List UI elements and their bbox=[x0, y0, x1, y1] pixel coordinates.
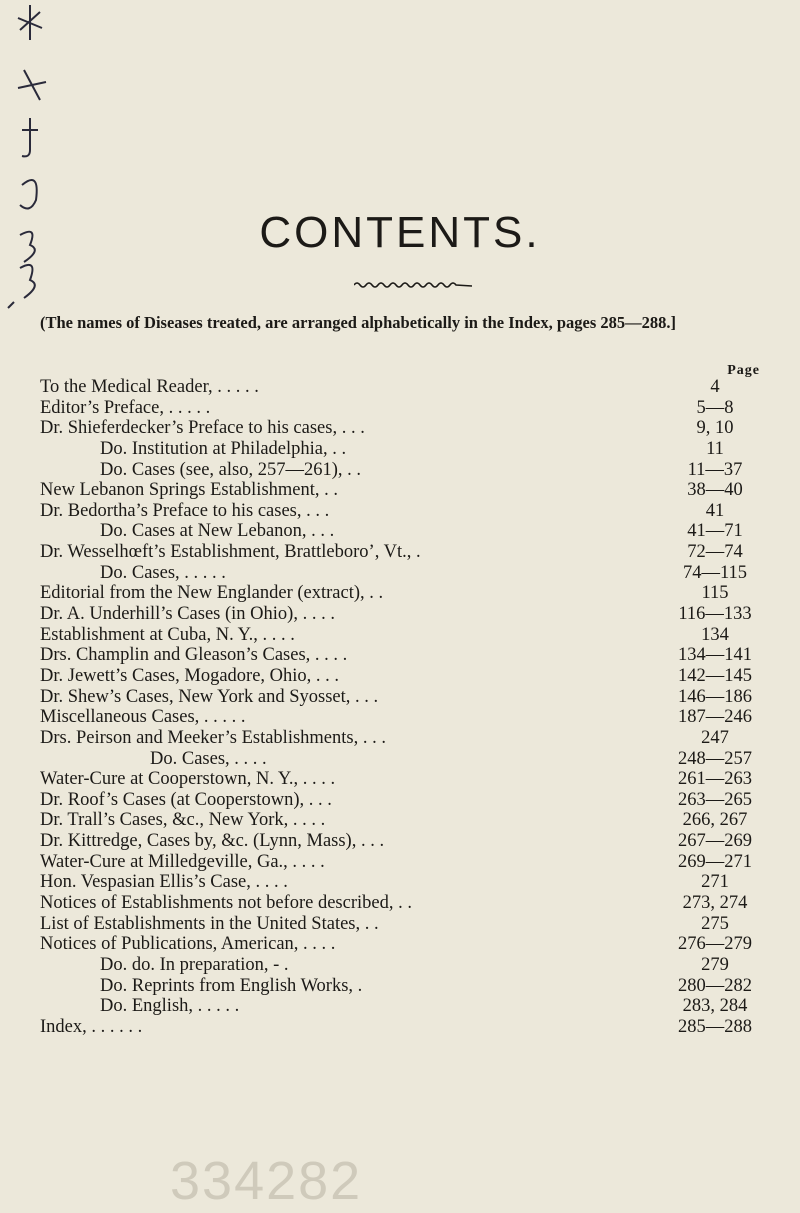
contents-entry bbox=[0, 418, 800, 439]
entry-page: 267—269 bbox=[678, 831, 752, 852]
entry-label: Dr. Trall’s Cases, &c., New York, . . . . bbox=[40, 810, 326, 831]
entry-page: 11 bbox=[706, 438, 724, 459]
entry-label: Dr. Wesselhœft’s Establishment, Brattleboro’, Vt., . bbox=[40, 542, 421, 563]
contents-entry bbox=[0, 542, 800, 563]
contents-entry bbox=[0, 480, 800, 501]
entry-page: 142—145 bbox=[678, 665, 752, 686]
entry-page: 41 bbox=[705, 500, 725, 521]
entry-label: Dr. Jewett’s Cases, Mogadore, Ohio, . . . bbox=[40, 665, 340, 686]
contents-entry bbox=[0, 831, 800, 852]
contents-entry bbox=[0, 666, 800, 687]
entry-page: 263—265 bbox=[678, 789, 752, 810]
entry-label: Dr. Shew’s Cases, New York and Syosset, . . . bbox=[40, 686, 379, 707]
entry-label: Establishment at Cuba, N. Y., . . . . bbox=[40, 624, 295, 645]
entry-page: 38—40 bbox=[687, 480, 743, 501]
entry-label: Editor’s Preface, . . . . . bbox=[40, 397, 211, 418]
page-column-header: Page bbox=[727, 363, 760, 378]
entry-page: 261—263 bbox=[678, 769, 752, 790]
entry-page: 41—71 bbox=[687, 521, 743, 542]
entry-label: Dr. A. Underhill’s Cases (in Ohio), . . . . bbox=[40, 604, 335, 625]
entry-label: Do. Cases, . . . . bbox=[150, 748, 267, 769]
contents-entry bbox=[0, 810, 800, 831]
contents-entry bbox=[0, 563, 800, 584]
entry-label: Hon. Vespasian Ellis’s Case, . . . . bbox=[40, 872, 288, 893]
entry-label: Do. Cases, . . . . . bbox=[100, 562, 226, 583]
contents-entry bbox=[0, 707, 800, 728]
contents-entry bbox=[0, 955, 800, 976]
entry-label: List of Establishments in the United States, . . bbox=[40, 913, 379, 934]
contents-entry bbox=[0, 790, 800, 811]
contents-entry bbox=[0, 583, 800, 604]
entry-page: 269—271 bbox=[678, 851, 752, 872]
contents-entry bbox=[0, 893, 800, 914]
entry-page: 115 bbox=[701, 583, 729, 604]
contents-entry bbox=[0, 976, 800, 997]
contents-list bbox=[0, 377, 800, 1038]
entry-page: 273, 274 bbox=[682, 893, 748, 914]
entry-label: Drs. Champlin and Gleason’s Cases, . . . . bbox=[40, 645, 348, 666]
entry-page: 283, 284 bbox=[682, 996, 748, 1017]
contents-entry bbox=[0, 687, 800, 708]
entry-page: 72—74 bbox=[687, 542, 743, 563]
contents-entry bbox=[0, 934, 800, 955]
entry-page: 116—133 bbox=[678, 604, 752, 625]
contents-entry bbox=[0, 521, 800, 542]
entry-label: Water-Cure at Cooperstown, N. Y., . . . . bbox=[40, 769, 336, 790]
entry-page: 134—141 bbox=[678, 645, 752, 666]
contents-entry bbox=[0, 398, 800, 419]
contents-entry bbox=[0, 604, 800, 625]
entry-label: Miscellaneous Cases, . . . . . bbox=[40, 707, 246, 728]
contents-entry bbox=[0, 460, 800, 481]
entry-label: Do. Cases at New Lebanon, . . . bbox=[100, 521, 335, 542]
entry-label: Water-Cure at Milledgeville, Ga., . . . . bbox=[40, 851, 325, 872]
entry-label: To the Medical Reader, . . . . . bbox=[40, 377, 259, 397]
entry-page: 285—288 bbox=[678, 1016, 752, 1037]
title-ornament bbox=[354, 280, 472, 290]
entry-page: 279 bbox=[701, 954, 729, 975]
entry-page: 187—246 bbox=[678, 707, 752, 728]
entry-page: 9, 10 bbox=[696, 418, 734, 439]
contents-entry bbox=[0, 996, 800, 1017]
entry-page: 271 bbox=[701, 872, 729, 893]
page-title: CONTENTS. bbox=[259, 208, 541, 257]
contents-entry bbox=[0, 914, 800, 935]
entry-label: Notices of Establishments not before described, . . bbox=[40, 893, 412, 914]
entry-label: Dr. Bedortha’s Preface to his cases, . . . bbox=[40, 500, 330, 521]
contents-entry bbox=[0, 625, 800, 646]
library-stamp: 334282 bbox=[170, 1151, 363, 1211]
contents-entry bbox=[0, 501, 800, 522]
entry-page: 247 bbox=[701, 727, 729, 748]
entry-label: New Lebanon Springs Establishment, . . bbox=[40, 480, 339, 501]
margin-handwriting bbox=[0, 0, 60, 310]
entry-label: Do. Institution at Philadelphia, . . bbox=[100, 438, 347, 459]
entry-page: 280—282 bbox=[678, 975, 752, 996]
contents-entry bbox=[0, 749, 800, 770]
contents-entry bbox=[0, 852, 800, 873]
entry-label: Do. Cases (see, also, 257—261), . . bbox=[100, 459, 362, 480]
entry-label: Do. English, . . . . . bbox=[100, 996, 240, 1017]
entry-label: Do. do. In preparation, - . bbox=[100, 954, 289, 975]
index-note: (The names of Diseases treated, are arranged alphabetically in the Index, pages 285—288.] bbox=[40, 313, 676, 332]
entry-page: 134 bbox=[701, 624, 729, 645]
entry-label: Drs. Peirson and Meeker’s Establishments, . . . bbox=[40, 727, 386, 748]
entry-page: 276—279 bbox=[678, 934, 752, 955]
entry-label: Dr. Roof’s Cases (at Cooperstown), . . . bbox=[40, 789, 332, 810]
entry-page: 5—8 bbox=[696, 397, 734, 418]
entry-page: 275 bbox=[701, 913, 729, 934]
contents-entry bbox=[0, 645, 800, 666]
entry-label: Editorial from the New Englander (extract), . . bbox=[40, 583, 384, 604]
contents-entry bbox=[0, 1017, 800, 1038]
entry-page: 266, 267 bbox=[682, 810, 748, 831]
entry-label: Dr. Kittredge, Cases by, &c. (Lynn, Mass), . . . bbox=[40, 831, 385, 852]
entry-label: Index, . . . . . . bbox=[40, 1016, 143, 1037]
entry-page: 146—186 bbox=[678, 686, 752, 707]
contents-entry bbox=[0, 439, 800, 460]
entry-page: 74—115 bbox=[682, 562, 748, 583]
entry-page: 4 bbox=[710, 377, 720, 397]
entry-label: Notices of Publications, American, . . . . bbox=[40, 934, 336, 955]
contents-entry bbox=[0, 728, 800, 749]
contents-entry bbox=[0, 769, 800, 790]
entry-label: Do. Reprints from English Works, . bbox=[100, 975, 363, 996]
contents-entry bbox=[0, 377, 800, 398]
entry-page: 248—257 bbox=[678, 748, 752, 769]
entry-label: Dr. Shieferdecker’s Preface to his cases, . . . bbox=[40, 418, 365, 439]
contents-entry bbox=[0, 872, 800, 893]
entry-page: 11—37 bbox=[687, 459, 743, 480]
